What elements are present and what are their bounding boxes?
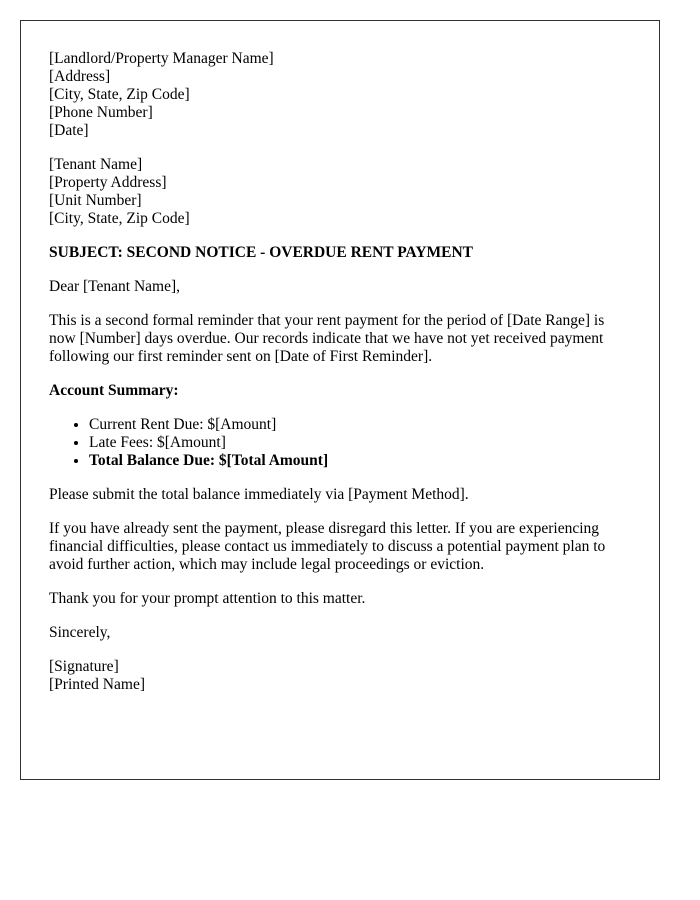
printed-name: [Printed Name] (49, 676, 145, 693)
intro-paragraph: This is a second formal reminder that your rent payment for the period of [Date Range] is now [Number] days overdue. Our records indicate that we have not yet received payment following our first reminder sent on [Date of First Reminder]. (49, 312, 605, 365)
sender-city-state-zip: [City, State, Zip Code] (49, 86, 190, 103)
account-summary-list (49, 416, 631, 470)
tenant-name: [Tenant Name] (49, 156, 143, 173)
signature: [Signature] (49, 658, 119, 675)
total-balance-due-item: • Total Balance Due: $[Total Amount] (89, 452, 631, 470)
unit-number: [Unit Number] (49, 192, 142, 209)
late-fees-item: • Late Fees: $[Amount] (89, 434, 631, 452)
sender-address-block (49, 50, 631, 140)
disregard-paragraph: If you have already sent the payment, please disregard this letter. If you are experiencing financial difficulties, please contact us immediately to discuss a potential payment plan to avoid further action, which may include legal proceedings or eviction. (49, 520, 606, 573)
closing: Sincerely, (49, 624, 111, 641)
thanks-paragraph: Thank you for your prompt attention to this matter. (49, 590, 366, 607)
salutation: Dear [Tenant Name], (49, 278, 181, 295)
sender-name: [Landlord/Property Manager Name] (49, 50, 274, 67)
property-address: [Property Address] (49, 174, 167, 191)
current-rent-due-item: • Current Rent Due: $[Amount] (89, 416, 631, 434)
letter-page (20, 20, 660, 780)
payment-request-paragraph: Please submit the total balance immediately via [Payment Method]. (49, 486, 469, 503)
recipient-city-state-zip: [City, State, Zip Code] (49, 210, 190, 227)
subject-line: SUBJECT: SECOND NOTICE - OVERDUE RENT PAYMENT (49, 244, 474, 261)
signature-block (49, 658, 631, 694)
letter-date: [Date] (49, 122, 89, 139)
sender-address: [Address] (49, 68, 111, 85)
sender-phone: [Phone Number] (49, 104, 153, 121)
recipient-address-block (49, 156, 631, 228)
account-summary-heading: Account Summary: (49, 382, 179, 399)
